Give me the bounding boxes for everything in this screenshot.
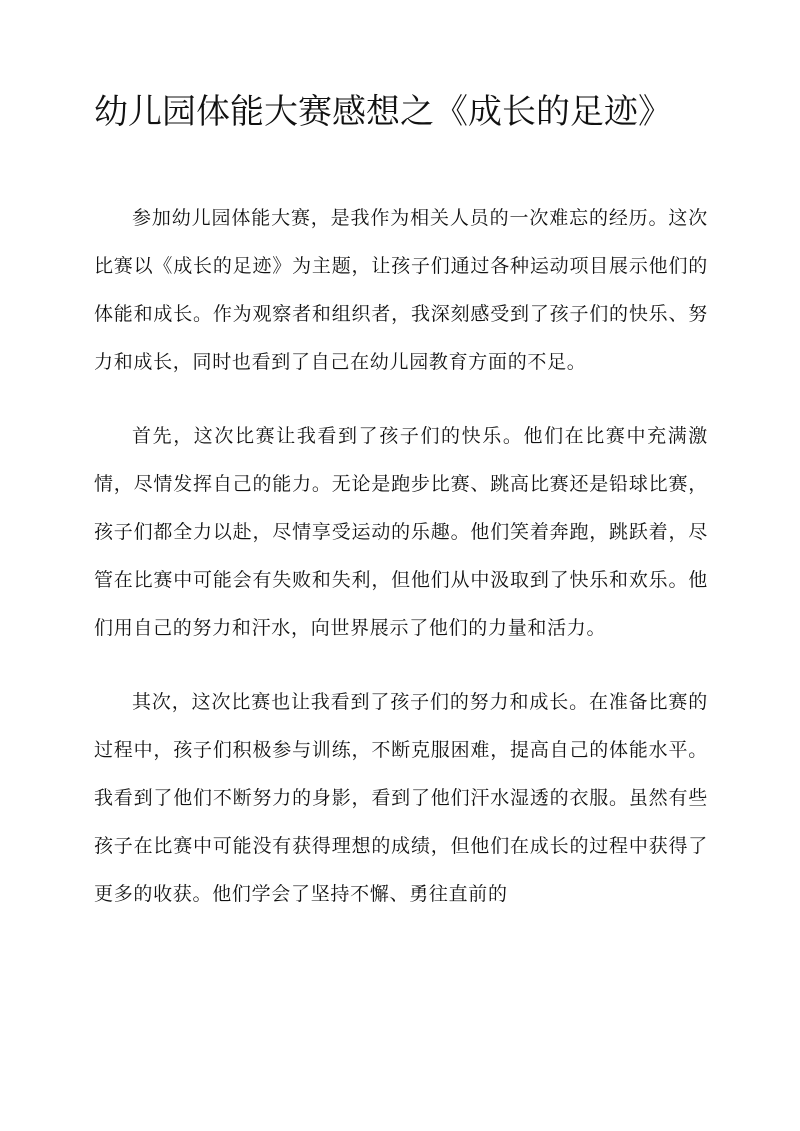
paragraph-3: 其次，这次比赛也让我看到了孩子们的努力和成长。在准备比赛的过程中，孩子们积极参与训练，不断克服困难，提高自己的体能水平。我看到了他们不断努力的身影，看到了他们汗水湿透的衣服。虽然有些孩子在比赛中可能没有获得理想的成绩，但他们在成长的过程中获得了更多的收获。他们学会了坚持不懈、勇往直前的 <box>94 691 708 905</box>
document-title: 幼儿园体能大赛感想之《成长的足迹》 <box>94 92 672 132</box>
paragraph-1: 参加幼儿园体能大赛，是我作为相关人员的一次难忘的经历。这次比赛以《成长的足迹》为主题，让孩子们通过各种运动项目展示他们的体能和成长。作为观察者和组织者，我深刻感受到了孩子们的快乐、努力和成长，同时也看到了自己在幼儿园教育方面的不足。 <box>94 207 708 373</box>
document-body <box>94 194 708 918</box>
paragraph-2: 首先，这次比赛让我看到了孩子们的快乐。他们在比赛中充满激情，尽情发挥自己的能力。无论是跑步比赛、跳高比赛还是铅球比赛，孩子们都全力以赴，尽情享受运动的乐趣。他们笑着奔跑，跳跃着，尽管在比赛中可能会有失败和失利，但他们从中汲取到了快乐和欢乐。他们用自己的努力和汗水，向世界展示了他们的力量和活力。 <box>94 425 708 639</box>
